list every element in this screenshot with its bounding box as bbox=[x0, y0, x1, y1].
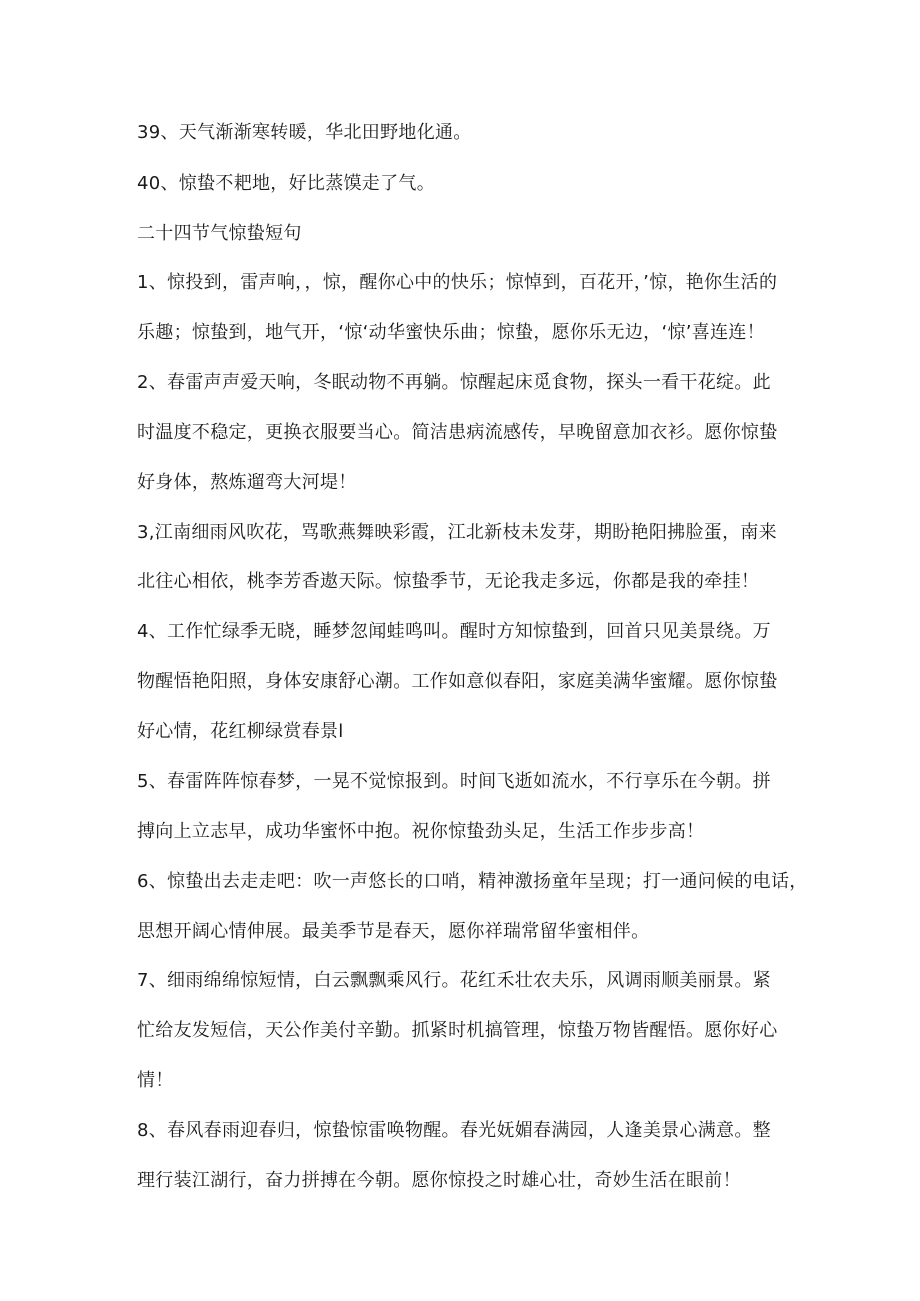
paragraph-line: 乐趣；惊蛰到，地气开，‘惊‘动华蜜快乐曲；惊蛰，愿你乐无边，‘惊’喜连连！ bbox=[137, 322, 765, 343]
paragraph-line: 搏向上立志早，成功华蜜怀中抱。祝你惊蛰劲头足，生活工作步步高！ bbox=[137, 821, 705, 842]
list-item-40: 40、惊蛰不耙地，好比蒸馍走了气。 bbox=[137, 173, 436, 194]
paragraph-line: 4、工作忙绿季无晓，睡梦忽闻蛙鸣叫。醒时方知惊蛰到，回首只见美景绕。万 bbox=[137, 621, 771, 642]
section-heading: 二十四节气惊蛰短句 bbox=[137, 223, 302, 244]
paragraph-line: 8、春风春雨迎春归，惊蛰惊雷唤物醒。春光妩媚春满园，人逢美景心满意。整 bbox=[137, 1120, 771, 1141]
list-item-39: 39、天气渐渐寒转暖，华北田野地化通。 bbox=[137, 122, 472, 143]
paragraph-line: 好身体，熬炼遛弯大河堤！ bbox=[137, 472, 357, 493]
paragraph-line: 情！ bbox=[137, 1070, 174, 1091]
paragraph-line: 思想开阔心情伸展。最美季节是春天，愿你祥瑞常留华蜜相伴。 bbox=[137, 921, 650, 942]
paragraph-line: 理行装江湖行，奋力拼搏在今朝。愿你惊投之时雄心壮，奇妙生活在眼前！ bbox=[137, 1170, 741, 1191]
paragraph-line: 2、春雷声声爱天响，冬眠动物不再躺。惊醒起床觅食物，探头一看干花绽。此 bbox=[137, 372, 771, 393]
paragraph-line: 物醒悟艳阳照，身体安康舒心潮。工作如意似春阳，家庭美满华蜜耀。愿你惊蛰 bbox=[137, 671, 778, 692]
paragraph-line: 7、细雨绵绵惊短情，白云飘飘乘风行。花红禾壮农夫乐，风调雨顺美丽景。紧 bbox=[137, 970, 771, 991]
paragraph-line: 3,江南细雨风吹花，骂歌燕舞映彩霞，江北新枝未发芽，期盼艳阳拂脸蛋，南来 bbox=[137, 522, 777, 543]
paragraph-line: 6、惊蛰出去走走吧：吹一声悠长的口哨，精神激扬童年呈现；打一通问候的电话， bbox=[137, 871, 808, 892]
paragraph-line: 5、春雷阵阵惊春梦，一晃不觉惊报到。时间飞逝如流水，不行享乐在今朝。拼 bbox=[137, 771, 771, 792]
paragraph-line: 好心情，花红柳绿赏春景l bbox=[137, 721, 344, 742]
paragraph-line: 1、惊投到，雷声响，，惊，醒你心中的快乐；惊悼到，百花开，’惊，艳你生活的 bbox=[137, 272, 778, 293]
paragraph-line: 北往心相依，桃李芳香遨天际。惊蛰季节，无论我走多远，你都是我的牵挂！ bbox=[137, 571, 760, 592]
paragraph-line: 时温度不稳定，更换衣服要当心。简洁患病流感传，早晚留意加衣衫。愿你惊蛰 bbox=[137, 422, 778, 443]
paragraph-line: 忙给友发短信，天公作美付辛勤。抓紧时机搞管理，惊蛰万物皆醒悟。愿你好心 bbox=[137, 1020, 778, 1041]
